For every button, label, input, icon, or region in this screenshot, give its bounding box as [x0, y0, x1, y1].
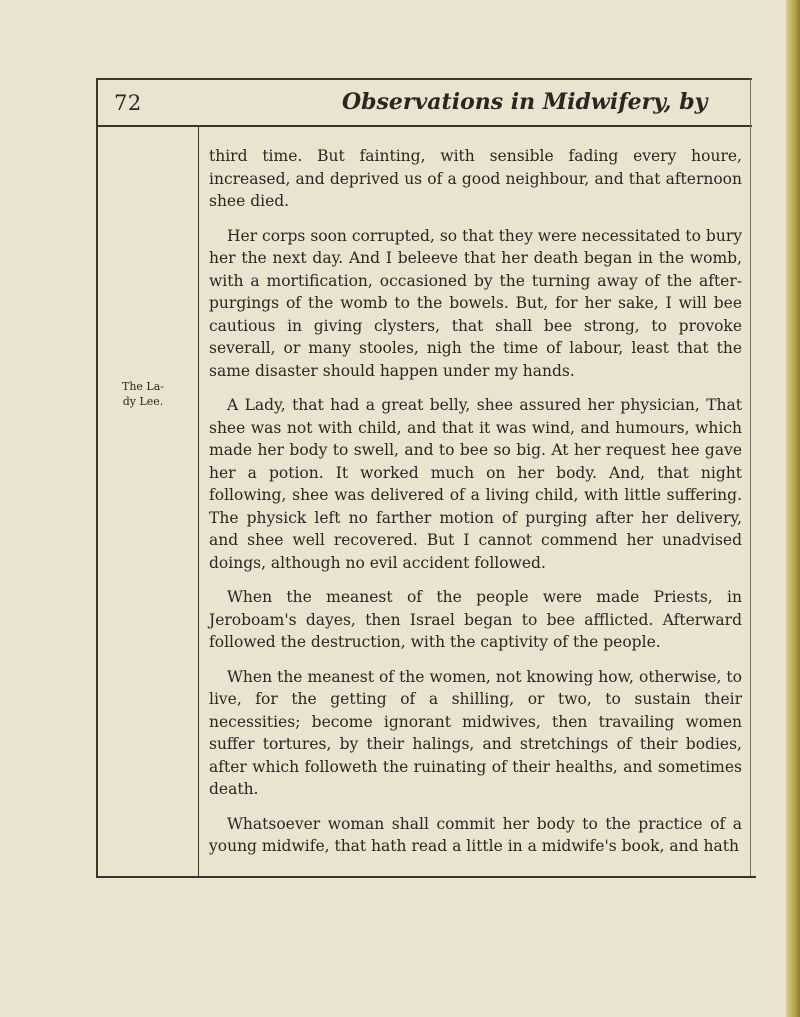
paragraph: When the meanest of the people were made Priests, in Jeroboam's dayes, then Israel began to bee afflicted. Afterward followed the destruction, with the captivity of the people.: [209, 588, 742, 651]
paragraph: A Lady, that had a great belly, shee assured her physician, That shee was not with child, and that it was wind, and humours, which made her body to swell, and to bee so big. At her request hee gave her a potion. It worked much on her body. And, that night following, shee was delivered of a living child, with little suffering. The physick left no farther motion of purging after her delivery, and shee well recovered. But I cannot commend her unadvised doings, although no evil accident followed.: [209, 396, 742, 572]
header-rule: [96, 125, 752, 127]
running-title: Observations in Midwifery, by: [342, 89, 708, 115]
scan-edge: [786, 0, 800, 1017]
body-text: [209, 145, 742, 870]
right-rule: [750, 78, 751, 878]
paragraph: third time. But fainting, with sensible fading every houre, increased, and deprived us of a good neighbour, and that afternoon shee died.: [209, 147, 742, 210]
margin-note-line: The La-: [121, 380, 164, 393]
book-page: [96, 78, 752, 878]
top-rule: [96, 78, 752, 80]
paragraph: Whatsoever woman shall commit her body to the practice of a young midwife, that hath read a little in a midwife's book, and hath: [209, 814, 742, 855]
paragraph: When the meanest of the women, not knowing how, otherwise, to live, for the getting of a shilling, or two, to sustain their necessities; become ignorant midwives, then travailing women suffer tortures, by their halings, and stretchings of their bodies, after which followeth the ruinating of their healths, and sometimes death.: [209, 667, 742, 798]
page-number: 72: [114, 91, 142, 115]
paragraph: Her corps soon corrupted, so that they were necessitated to bury her the next day. And I beleeve that her death began in the womb, with a mortification, occasioned by the turning away of the after-purgings of the womb to the bowels. But, for her sake, I will bee cautious in giving clysters, that shall bee strong, to provoke severall, or many stooles, nigh the time of labour, least that the same disaster should happen under my hands.: [209, 226, 742, 380]
left-rule: [96, 78, 98, 878]
margin-note: [108, 379, 178, 409]
margin-note-line: dy Lee.: [122, 395, 164, 408]
bottom-rule: [96, 876, 756, 878]
margin-rule: [198, 125, 199, 878]
